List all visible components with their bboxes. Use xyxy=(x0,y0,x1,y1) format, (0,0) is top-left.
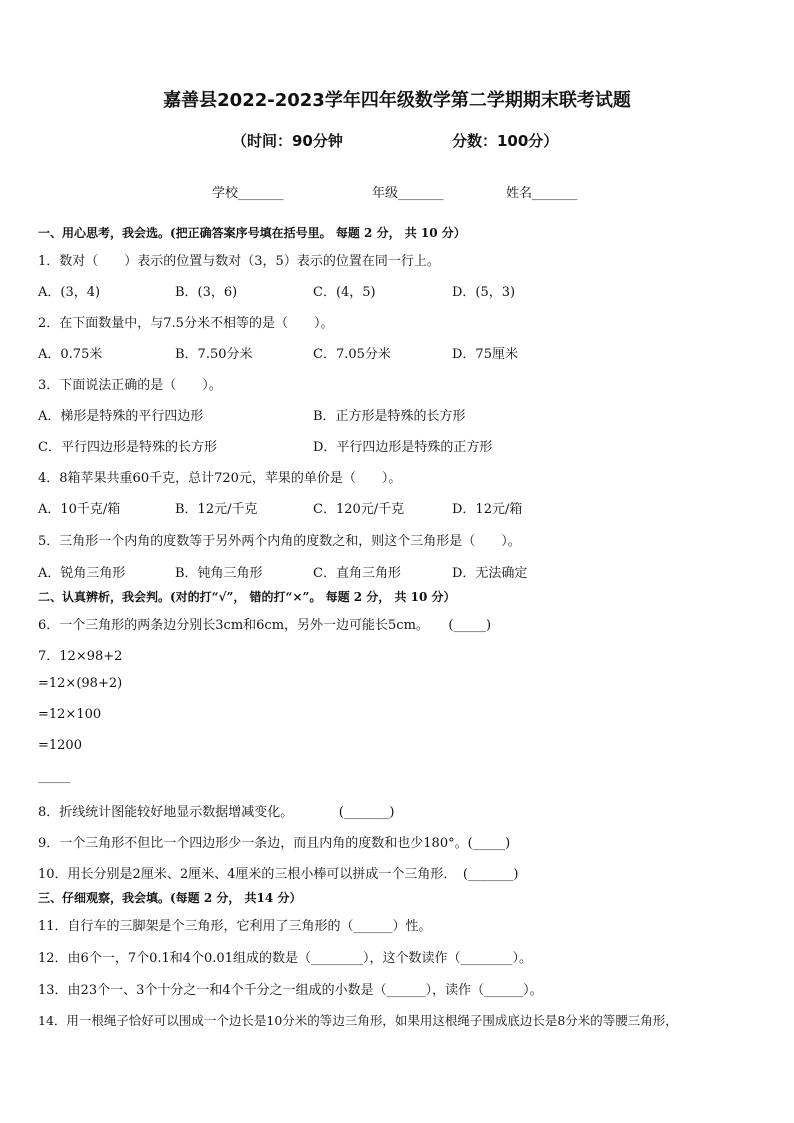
question-7-line-3: =12×100 xyxy=(38,707,102,722)
q3-option-c: C．平行四边形是特殊的长方形 xyxy=(38,440,217,455)
q4-option-d: D．12元/箱 xyxy=(452,502,523,517)
question-7-line-4: =1200 xyxy=(38,738,82,753)
question-4: 4．8箱苹果共重60千克，总计720元，苹果的单价是（ ）。 xyxy=(38,471,402,486)
section-heading-3: 三、仔细观察，我会填。(每题 2 分， 共14 分） xyxy=(38,891,302,905)
q3-option-a: A．梯形是特殊的平行四边形 xyxy=(38,409,204,424)
question-7-answer-blank: _____ xyxy=(38,769,71,784)
exam-time: （时间：90分钟 xyxy=(232,132,343,150)
q4-option-a: A．10千克/箱 xyxy=(38,502,121,517)
question-2: 2．在下面数量中，与7.5分米不相等的是（ ）。 xyxy=(38,316,334,331)
question-13: 13．由23个一、3个十分之一和4个千分之一组成的小数是（______），读作（______）。 xyxy=(38,983,543,998)
q2-option-a: A．0.75米 xyxy=(38,347,103,362)
q2-option-c: C．7.05分米 xyxy=(313,347,391,362)
q5-option-a: A．锐角三角形 xyxy=(38,566,126,581)
question-6: 6．一个三角形的两条边分别长3cm和6cm，另外一边可能长5cm。 (_____) xyxy=(38,618,492,633)
q1-option-c: C．(4，5) xyxy=(313,285,376,300)
question-5: 5．三角形一个内角的度数等于另外两个内角的度数之和，则这个三角形是（ ）。 xyxy=(38,534,521,549)
question-8: 8．折线统计图能较好地显示数据增减变化。 (_______) xyxy=(38,805,395,820)
section-heading-2: 二、认真辨析，我会判。(对的打“√”， 错的打“×”。 每题 2 分， 共 10 分） xyxy=(38,590,456,604)
q3-option-b: B．正方形是特殊的长方形 xyxy=(313,409,466,424)
q4-option-c: C．120元/千克 xyxy=(313,502,405,517)
grade-field: 年级_______ xyxy=(372,186,444,201)
question-1: 1．数对（ ）表示的位置与数对（3，5）表示的位置在同一行上。 xyxy=(38,254,440,269)
q1-option-b: B．(3，6) xyxy=(175,285,238,300)
question-14: 14．用一根绳子恰好可以围成一个边长是10分米的等边三角形，如果用这根绳子围成底边长是8分米的等腰三角形， xyxy=(38,1013,678,1028)
q2-option-d: D．75厘米 xyxy=(452,347,518,362)
q5-option-b: B．钝角三角形 xyxy=(175,566,263,581)
question-3: 3．下面说法正确的是（ ）。 xyxy=(38,378,222,393)
question-9: 9．一个三角形不但比一个四边形少一条边，而且内角的度数和也少180°。(_____) xyxy=(38,836,511,851)
q5-option-d: D．无法确定 xyxy=(452,566,528,581)
question-7-line-1: 7．12×98+2 xyxy=(38,649,123,664)
q4-option-b: B．12元/千克 xyxy=(175,502,258,517)
q1-option-d: D．(5，3) xyxy=(452,285,516,300)
exam-score: 分数：100分） xyxy=(452,132,559,150)
name-field: 姓名_______ xyxy=(506,186,578,201)
question-10: 10．用长分别是2厘米、2厘米、4厘米的三根小棒可以拼成一个三角形． (_______) xyxy=(38,867,519,882)
page-title: 嘉善县2022-2023学年四年级数学第二学期期末联考试题 xyxy=(163,90,631,111)
question-7-line-2: =12×(98+2) xyxy=(38,676,123,691)
question-12: 12．由6个一，7个0.1和4个0.01组成的数是（________），这个数读作（________）。 xyxy=(38,951,532,966)
section-heading-1: 一、用心思考，我会选。(把正确答案序号填在括号里。 每题 2 分， 共 10 分） xyxy=(38,226,466,240)
q3-option-d: D．平行四边形是特殊的正方形 xyxy=(313,440,493,455)
q2-option-b: B．7.50分米 xyxy=(175,347,253,362)
school-field: 学校_______ xyxy=(212,186,284,201)
q5-option-c: C．直角三角形 xyxy=(313,566,401,581)
question-11: 11．自行车的三脚架是个三角形，它利用了三角形的（______）性。 xyxy=(38,919,432,934)
q1-option-a: A．(3，4) xyxy=(38,285,101,300)
